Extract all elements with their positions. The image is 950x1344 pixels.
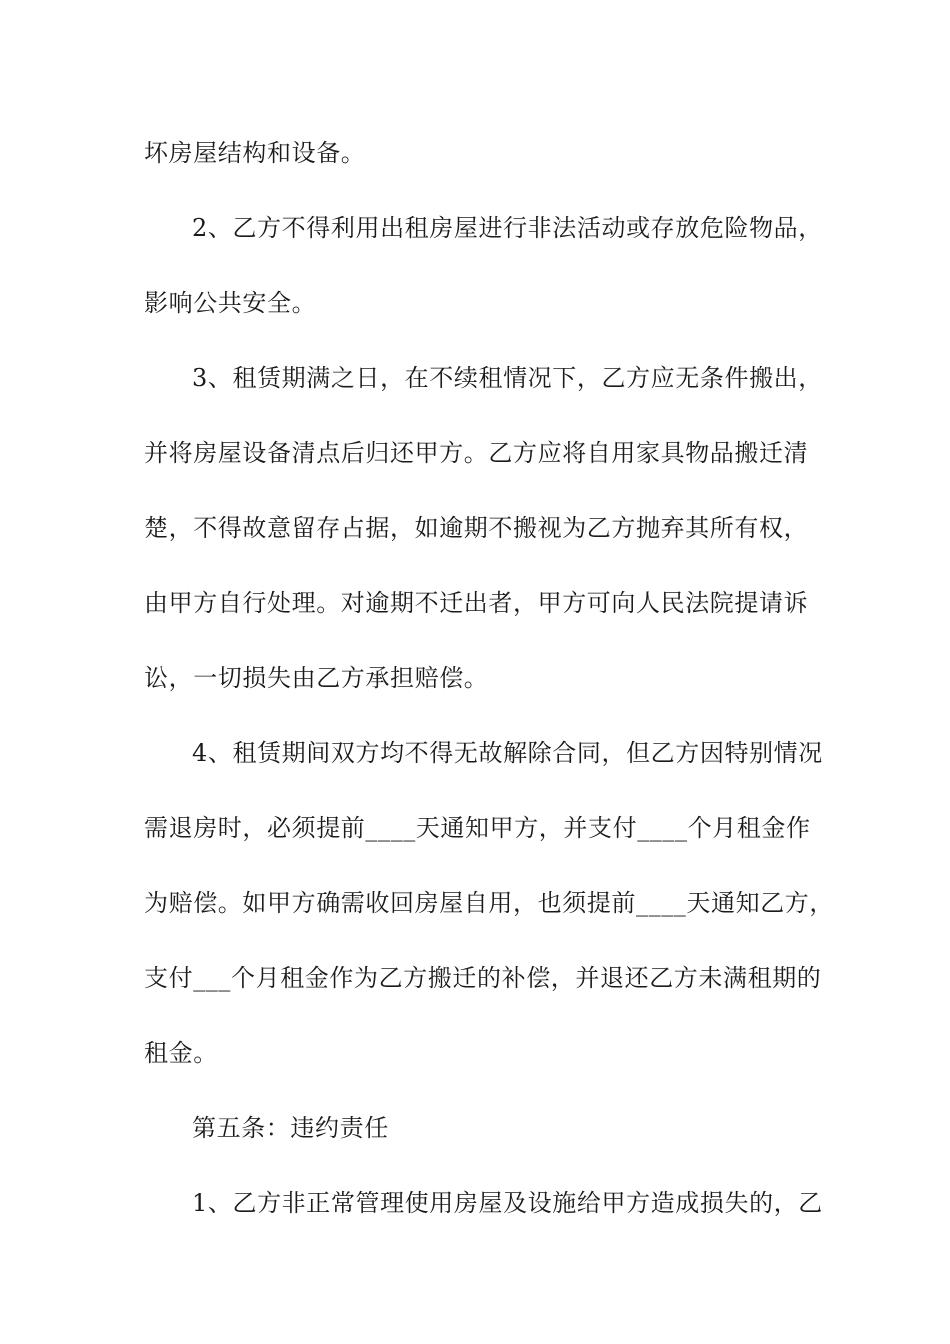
paragraph-line: 由甲方自行处理。对逾期不迁出者，甲方可向人民法院提请诉 [144, 589, 809, 617]
paragraph-line: 需退房时，必须提前____天通知甲方，并支付____个月租金作 [144, 814, 811, 842]
paragraph-line: 为赔偿。如甲方确需收回房屋自用，也须提前____天通知乙方， [144, 889, 834, 917]
paragraph-line: 影响公共安全。 [144, 289, 317, 317]
paragraph-line: 并将房屋设备清点后归还甲方。乙方应将自用家具物品搬迁清 [144, 439, 809, 467]
clause-4-line: 4、租赁期间双方均不得无故解除合同，但乙方因特别情况 [192, 739, 823, 767]
clause-1-line: 1、乙方非正常管理使用房屋及设施给甲方造成损失的，乙 [192, 1189, 823, 1217]
paragraph-line: 坏房屋结构和设备。 [144, 139, 366, 167]
clause-2-line: 2、乙方不得利用出租房屋进行非法活动或存放危险物品， [192, 214, 823, 242]
paragraph-line: 支付___个月租金作为乙方搬迁的补偿，并退还乙方未满租期的 [144, 964, 822, 992]
section-heading: 第五条：违约责任 [192, 1114, 389, 1142]
paragraph-line: 讼，一切损失由乙方承担赔偿。 [144, 664, 489, 692]
paragraph-line: 楚，不得故意留存占据，如逾期不搬视为乙方抛弃其所有权， [144, 514, 809, 542]
clause-3-line: 3、租赁期满之日，在不续租情况下，乙方应无条件搬出， [192, 364, 823, 392]
paragraph-line: 租金。 [144, 1039, 218, 1067]
